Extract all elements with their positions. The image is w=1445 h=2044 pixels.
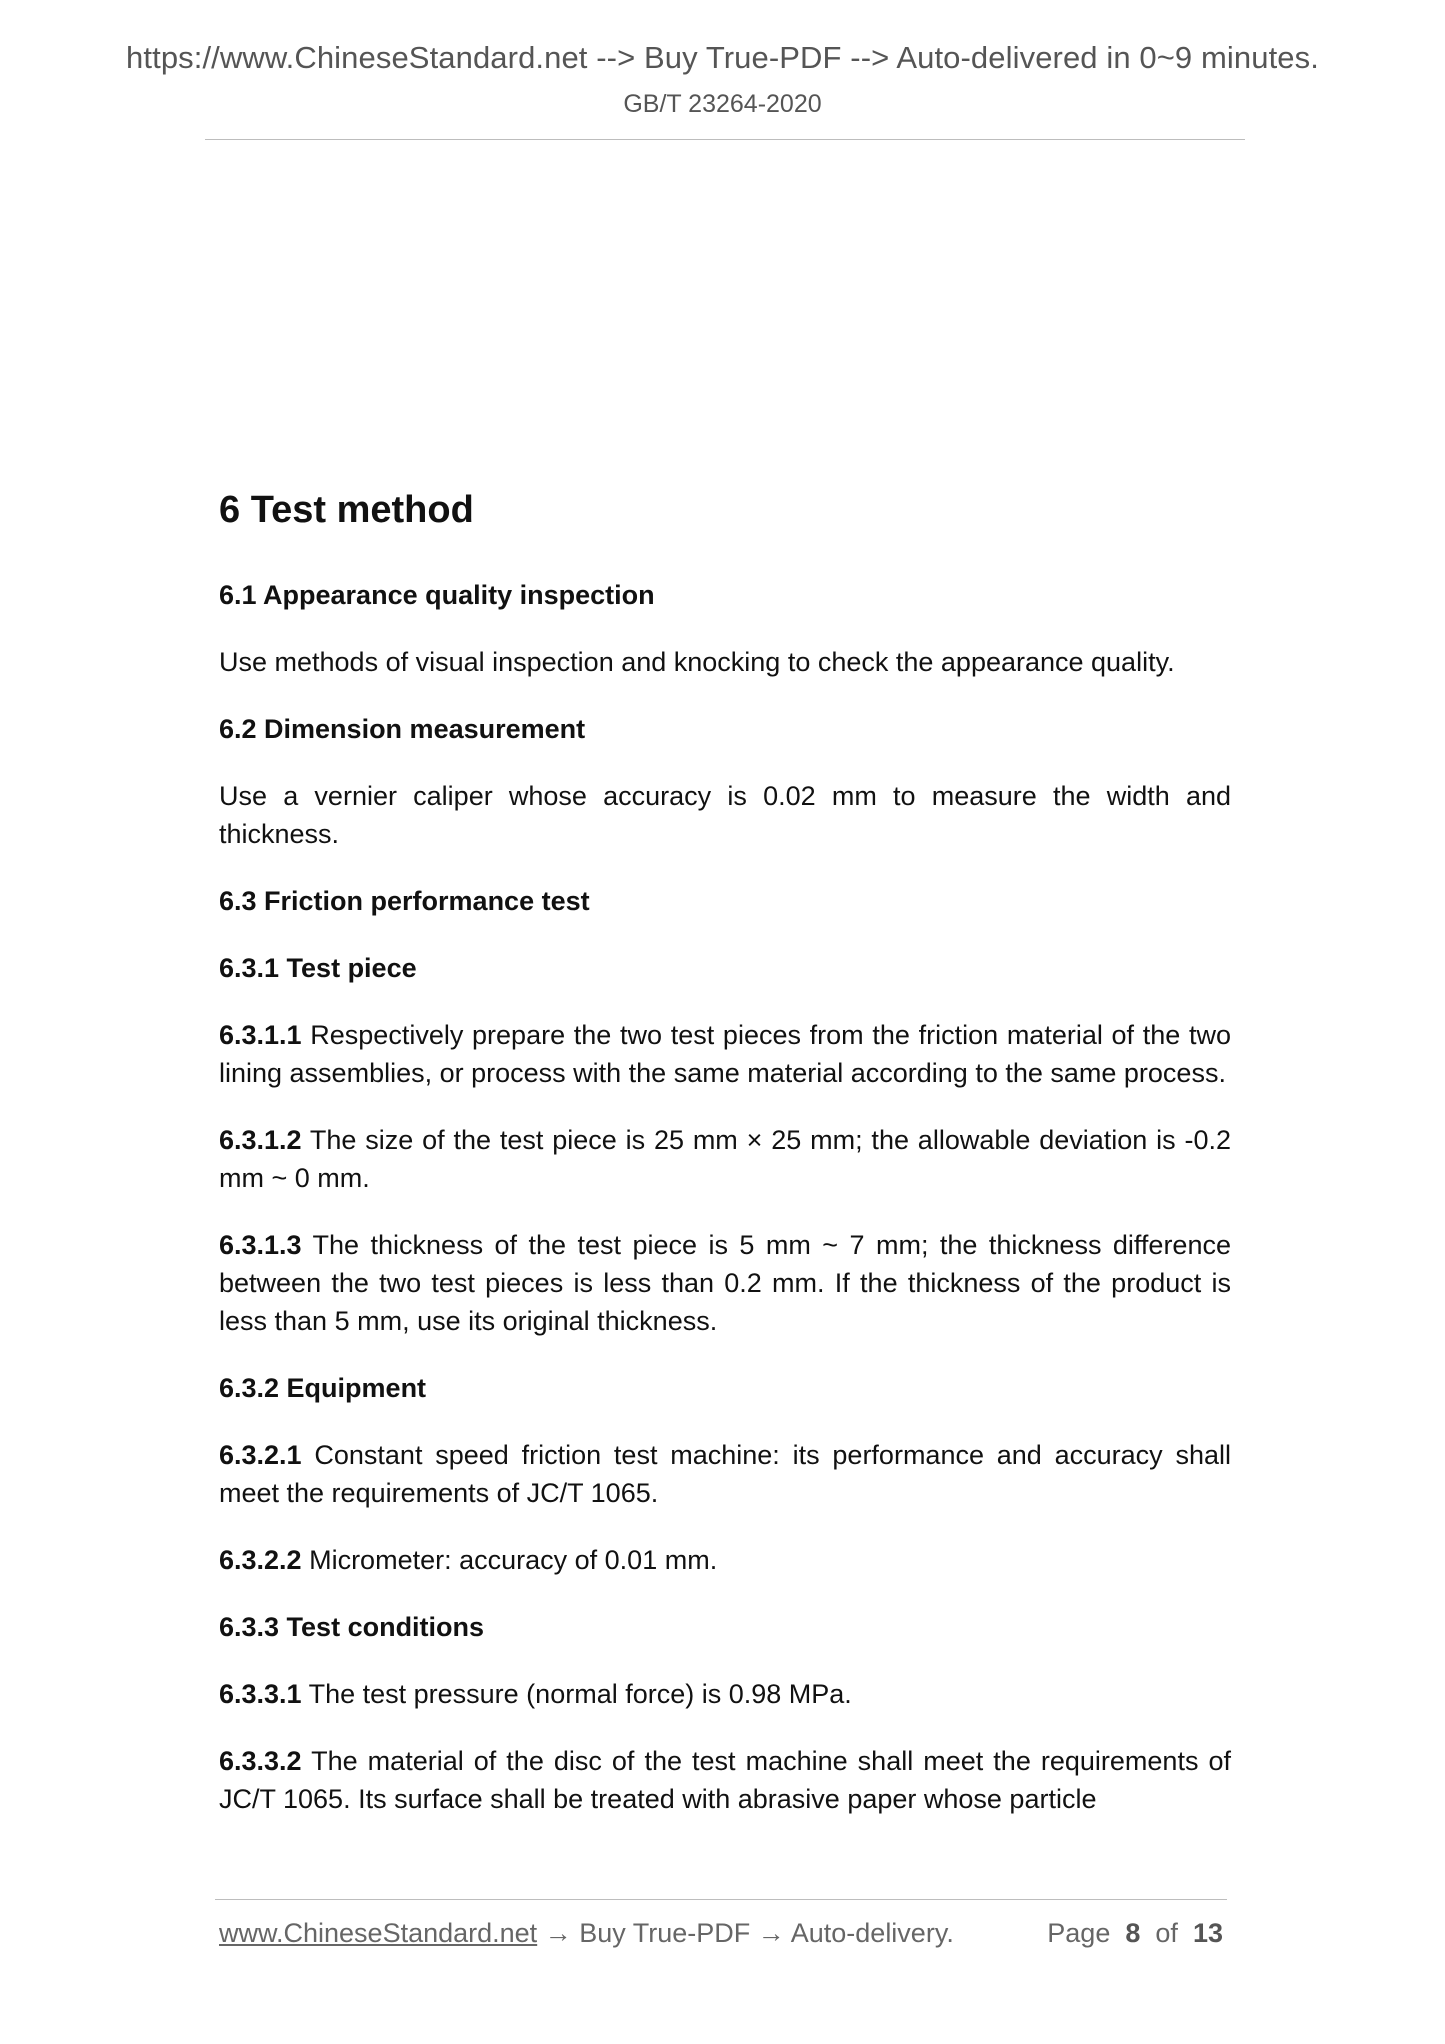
paragraph-6-3-1-3 <box>219 1226 1231 1340</box>
clause-text: Constant speed friction test machine: its performance and accuracy shall meet the requirements of JC/T 1065. <box>219 1440 1231 1508</box>
clause-number: 6.3.1.1 <box>219 1020 302 1050</box>
standard-code: GB/T 23264-2020 <box>623 90 822 118</box>
paragraph-6-1: Use methods of visual inspection and knocking to check the appearance quality. <box>219 647 1175 677</box>
paragraph-6-3-3-1 <box>219 1675 1231 1713</box>
header-url-line: https://www.ChineseStandard.net --> Buy True-PDF --> Auto-delivered in 0~9 minutes. <box>126 40 1319 75</box>
site-link[interactable]: www.ChineseStandard.net <box>219 1918 538 1948</box>
of-label: of <box>1155 1918 1178 1948</box>
section-title: 6 Test method <box>219 489 474 531</box>
footer-divider <box>215 1899 1227 1900</box>
clause-text: Micrometer: accuracy of 0.01 mm. <box>301 1545 718 1575</box>
heading-6-3-3: 6.3.3 Test conditions <box>219 1612 485 1642</box>
paragraph-6-3-1-2 <box>219 1121 1231 1197</box>
paragraph-6-3-3-2 <box>219 1742 1231 1818</box>
paragraph-6-3-1-1 <box>219 1016 1231 1092</box>
document-body <box>219 486 1231 1847</box>
page-number: 8 <box>1125 1918 1141 1948</box>
heading-6-3: 6.3 Friction performance test <box>219 886 590 916</box>
clause-text: The test pressure (normal force) is 0.98 MPa. <box>301 1679 852 1709</box>
heading-6-3-2: 6.3.2 Equipment <box>219 1373 427 1403</box>
heading-6-3-1: 6.3.1 Test piece <box>219 953 417 983</box>
page-indicator <box>1047 1918 1223 1949</box>
footer-promo <box>219 1918 954 1949</box>
clause-text: Respectively prepare the two test pieces from the friction material of the two lining assemblies, or process with the same material according to the same process. <box>219 1020 1231 1088</box>
paragraph-6-2: Use a vernier caliper whose accuracy is 0.02 mm to measure the width and thickness. <box>219 781 1231 849</box>
heading-6-2: 6.2 Dimension measurement <box>219 714 586 744</box>
clause-number: 6.3.2.1 <box>219 1440 302 1470</box>
paragraph-6-3-2-1 <box>219 1436 1231 1512</box>
clause-number: 6.3.1.2 <box>219 1125 302 1155</box>
header-divider <box>205 139 1245 140</box>
clause-number: 6.3.3.1 <box>219 1679 302 1709</box>
heading-6-1: 6.1 Appearance quality inspection <box>219 580 655 610</box>
footer-tagline: → Buy True-PDF → Auto-delivery. <box>537 1918 954 1948</box>
page-label: Page <box>1047 1918 1111 1948</box>
clause-text: The material of the disc of the test machine shall meet the requirements of JC/T 1065. Its surface shall be treated with abrasive paper whose particle <box>219 1746 1231 1814</box>
clause-number: 6.3.1.3 <box>219 1230 302 1260</box>
clause-text: The thickness of the test piece is 5 mm ~ 7 mm; the thickness difference between the two test pieces is less than 0.2 mm. If the thickness of the product is less than 5 mm, use its original thickness. <box>219 1230 1231 1336</box>
clause-number: 6.3.3.2 <box>219 1746 302 1776</box>
clause-number: 6.3.2.2 <box>219 1545 302 1575</box>
paragraph-6-3-2-2 <box>219 1541 1231 1579</box>
clause-text: The size of the test piece is 25 mm × 25 mm; the allowable deviation is -0.2 mm ~ 0 mm. <box>219 1125 1231 1193</box>
total-pages: 13 <box>1192 1918 1223 1948</box>
